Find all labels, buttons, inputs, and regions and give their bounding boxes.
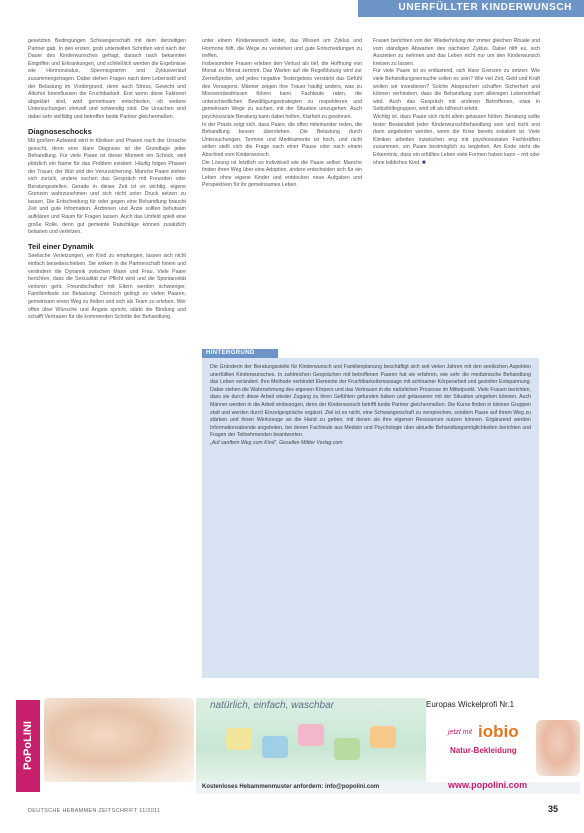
ad-iobio-intro: jetzt mit (448, 729, 473, 736)
page-number: 35 (548, 804, 559, 814)
iobio-logo: iobio (478, 722, 519, 741)
ad-brand-logo[interactable]: PoPoLINI (16, 700, 40, 792)
ad-sample-offer[interactable]: Kostenloses Hebammenmuster anfordern: info@popolini.com (202, 784, 380, 790)
ad-website-link[interactable]: www.popolini.com (448, 780, 528, 790)
article-column-3 (373, 38, 540, 356)
ad-award: Europas Wickelprofi Nr.1 (426, 700, 515, 709)
paragraph: Insbesondere Frauen erleben den Verlust als tief, die Hoffnung von Monat zu Monat zerrinnt. Das Warten auf die Regelblutung wird zur Zerreißprobe, und jedes negative Testergebnis verstärkt das Gefühl des Versagens. Männer zeigen ihre Trauer häufig anders, was zu Missverständnissen führen kann. Fachleute raten, die unterschiedlichen Bewältigungsstrategien zu respektieren und gemeinsam Wege zu suchen, mit der Situation umzugehen. Auch psychosoziale Beratung kann dabei helfen, Klarheit zu gewinnen. (202, 60, 362, 120)
ad-baby-photo (44, 698, 194, 782)
article-column-1 (28, 38, 186, 798)
paragraph-text: Wichtig ist, dass Paare sich nicht allein gelassen fühlen. Beratung sollte fester Bestandteil jeder Kinderwunschbehandlung sein und nicht erst dann angeboten werden, wenn die Krise bereits eskaliert ist. Viele Kliniken arbeiten inzwischen eng mit psychosozialen Fachkräften zusammen, um Paare bestmöglich zu begleiten. Am Ende steht die Erkenntnis, dass ein erfülltes Leben viele Formen haben kann – mit oder ohne leibliches Kind. (373, 113, 540, 166)
paragraph: Mit großem Aufwand wird in Kliniken und Praxen nach der Ursache gesucht, denn eine klare Diagnose ist die Grundlage jeder Behandlung. Für viele Paare ist dieser Moment ein Schock, weil plötzlich ein Name für das Problem existiert. Häufig folgen Phasen der Trauer, der Wut und der Verunsicherung. Manche Paare ziehen sich zurück, andere suchen das Gespräch mit Freunden oder Beratungsstellen. Gerade in dieser Zeit ist es wichtig, eigene Grenzen wahrzunehmen und sich nicht unter Druck setzen zu lassen. Die Entscheidung für oder gegen eine Behandlung braucht Zeit und gute Information. Ärztinnen und Ärzte sollten behutsam aufklären und Raum für Fragen lassen. Auch das Umfeld spielt eine große Rolle, denn gut gemeinte Ratschläge können zusätzlich belasten und verletzen. (28, 138, 186, 236)
paragraph: unter einem Kinderwunsch leidet, das Wissen um Zyklus und Hormone hilft, die Wege zu verstehen und gute Entscheidungen zu treffen. (202, 38, 362, 60)
paragraph: gesetzten Bedingungen Schwangerschaft mit dem derzeitigen Partner gab. In den ersten, grob unterteilten Schritten wird nach der Dauer des Kinderwunsches gefragt, danach nach bekannten Eingriffen und Erkrankungen, und schließlich werden die Ergebnisse wie Hormonstatus, Spermiogramm und Zyklusverlauf zusammengetragen. Dabei stehen Fragen nach dem Lebensstil und der Belastung im Vordergrund, denn auch Stress, Gewicht und Alkohol beeinflussen die Fruchtbarkeit. Erst wenn diese Faktoren abgeklärt sind, wird gemeinsam entschieden, ob weitere Untersuchungen sinnvoll und notwendig sind. Die Ursachen sind dabei sehr vielfältig und betreffen beide Partner gleichermaßen. (28, 38, 186, 120)
section-header-bar (358, 0, 584, 17)
paragraph (373, 114, 540, 167)
ad-baby-photo-small (536, 720, 580, 776)
paragraph: Für viele Paare ist es entlastend, sich klare Grenzen zu setzen: Wie viele Behandlungsversuche sollen es sein? Wie viel Zeit, Geld und Kraft wollen wir investieren? Solche Absprachen schaffen Sicherheit und können verhindern, dass die Behandlung zum alleinigen Lebensinhalt wird. Auch das Gespräch mit anderen Betroffenen, etwa in Selbsthilfegruppen, wird oft als hilfreich erlebt. (373, 68, 540, 113)
sidebar-tag: HINTERGRUND (202, 349, 278, 358)
diaper-icon (262, 736, 288, 758)
journal-footer: DEUTSCHE HEBAMMEN ZEITSCHRIFT 11/2011 (28, 808, 161, 814)
diaper-icon (370, 726, 396, 748)
section-title: UNERFÜLLTER KINDERWUNSCH (398, 2, 572, 13)
end-of-article-icon: ■ (422, 159, 426, 166)
article-column-2 (202, 38, 362, 356)
ad-slogan: natürlich, einfach, waschbar (210, 700, 334, 711)
diaper-icon (334, 738, 360, 760)
diaper-icon (226, 728, 252, 750)
subheading-diagnoseschocks: Diagnoseschocks (28, 126, 92, 136)
sidebar-box (202, 358, 539, 678)
diaper-icon (298, 724, 324, 746)
paragraph: Seelische Verletzungen, ein Kind zu empfangen, lassen sich nicht einfach beiseiteschieben. Sie wirken in die Partnerschaft hinein und verändern die Dynamik zwischen Mann und Frau. Viele Paare berichten, dass die Sexualität zur Pflicht wird und die Spontaneität verloren geht. Freundschaften mit Eltern werden schwieriger, Familienfeste zur Belastung. Dennoch gelingt es vielen Paaren, gemeinsam einen Weg zu finden und sich als Team zu erleben. Wer offen über Wünsche und Ängste spricht, stärkt die Bindung und schafft Vertrauen für die kommenden Schritte der Behandlung. (28, 253, 186, 321)
sidebar-quote: „Auf sanftem Weg zum Kind“, Gesellen Mittler Verlag.com (210, 439, 343, 446)
paragraph: Die Lösung ist letztlich so individuell wie die Paare selbst: Manche finden ihren Weg über eine Adoption, andere entscheiden sich für ein Leben ohne eigene Kinder und entdecken neue Aufgaben und Perspektiven für ihr gemeinsames Leben. (202, 159, 362, 189)
subheading-dynamik: Teil einer Dynamik (28, 241, 94, 251)
ad-iobio-tagline: Natur-Bekleidung (450, 746, 517, 755)
sidebar-text: Die Gründerin der Beratungsstelle für Kinderwunsch und Familienplanung beschäftigt sich seit vielen Jahren mit den seelischen Aspekten unerfüllten Kinderwunsches. In zahlreichen Gesprächen mit betroffenen Paaren hat sie erfahren, wie sehr die medizinische Behandlung das Leben verändert. Ihre Methode verbindet Elemente der Fruchtbarkeitsmassage mit achtsamer Körperarbeit und gezielter Entspannung. Dabei stehen die Wahrnehmung des eigenen Körpers und das Vertrauen in die natürlichen Prozesse im Mittelpunkt. Viele Frauen berichten, dass sie durch diese Arbeit wieder Zugang zu ihren Gefühlen gefunden haben und gelassener mit der Situation umgehen können. Auch Männer werden in die Arbeit einbezogen, denn der Kinderwunsch betrifft beide Partner gleichermaßen. Die Kurse finden in kleinen Gruppen statt und werden durch Einzelgespräche ergänzt. Ziel ist es nicht, eine Schwangerschaft zu versprechen, sondern Paare auf ihrem Weg zu stärken und ihnen Werkzeuge an die Hand zu geben, mit denen sie ihre eigenen Ressourcen nutzen können. Ergänzend werden Informationsabende angeboten, bei denen Fachleute aus Medizin und Psychologie über aktuelle Behandlungsmöglichkeiten berichten und Fragen der Teilnehmenden beantworten. (210, 364, 531, 439)
paragraph: In der Praxis zeigt sich, dass Paare, die offen miteinander reden, die Behandlung besser überstehen. Die Belastung durch Untersuchungen, Termine und Medikamente ist hoch, und nicht selten stellt sich die Frage nach einer Pause oder nach einem Abschied vom Kinderwunsch. (202, 121, 362, 158)
paragraph: Frauen berichten von der Wiederholung der immer gleichen Rituale und vom ständigen Abwarten des nächsten Zyklus. Dabei hilft es, sich Auszeiten zu nehmen und das Leben nicht nur um den Kinderwunsch kreisen zu lassen. (373, 38, 540, 67)
